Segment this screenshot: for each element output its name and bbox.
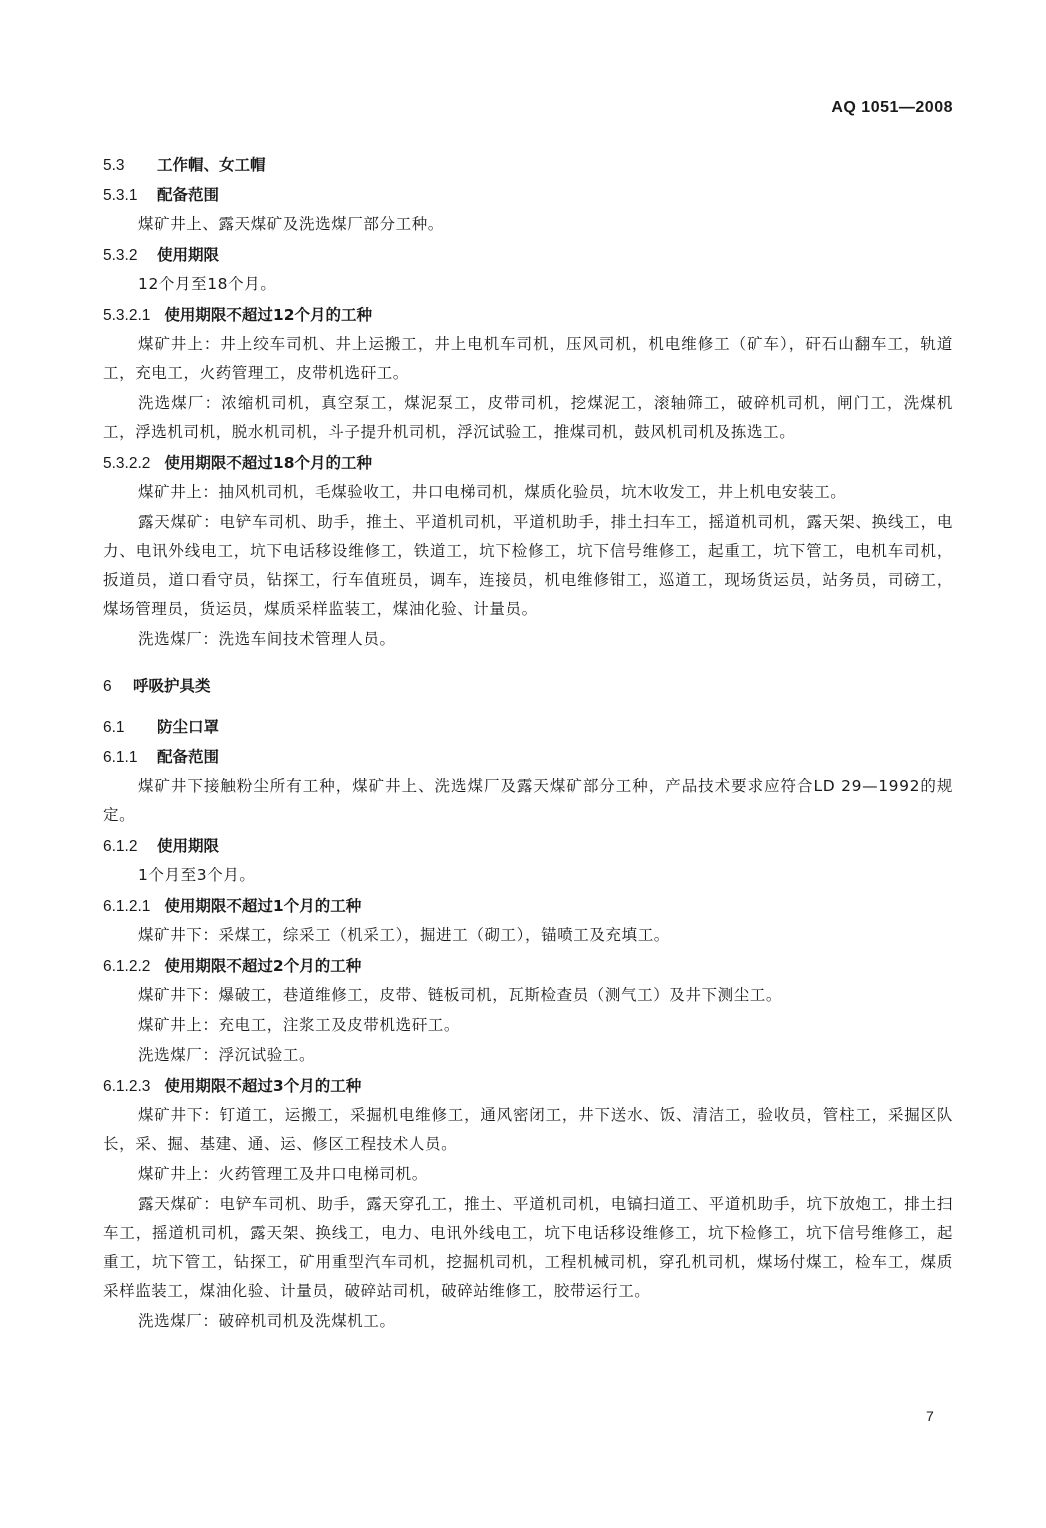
section-number: 6.1.2.2 [103,958,151,975]
paragraph: 煤矿井下：爆破工，巷道维修工，皮带、链板司机，瓦斯检查员（测气工）及井下测尘工。 [138,986,783,1004]
paragraph: 煤矿井上：充电工，注浆工及皮带机选矸工。 [138,1016,461,1034]
section-number: 6.1.2 [103,838,138,855]
paragraph: 1个月至3个月。 [138,866,256,884]
section-title: 使用期限不超过2个月的工种 [164,957,362,975]
paragraph: 露天煤矿：电铲车司机、助手，推土、平道机司机，平道机助手，排土扫车工，摇道机司机，露天架、换线工，电力、电讯外线电工，坑下电话移设维修工，铁道工，坑下检修工，坑下信号维修工，起重工，坑下管工，电机车司机，扳道员，道口看守员，钻探工，行车值班员，调车，连接员，机电维修钳工，巡道工，现场货运员，站务员，司磅工，煤场管理员，货运员，煤质采样监装工，煤油化验、计量员。 [103,513,953,618]
section-heading [103,831,953,861]
section-heading [103,742,953,772]
section-number: 5.3.2 [103,247,138,264]
section-heading [103,240,953,270]
paragraph: 煤矿井下：钉道工，运搬工，采掘机电维修工，通风密闭工，井下送水、饭、清洁工，验收员，管柱工，采掘区队长，采、掘、基建、通、运、修区工程技术人员。 [103,1106,953,1153]
section-number: 6.1.2.1 [103,898,151,915]
paragraph: 洗选煤厂：洗选车间技术管理人员。 [138,630,396,648]
paragraph: 煤矿井上：井上绞车司机、井上运搬工，井上电机车司机，压风司机，机电维修工（矿车），矸石山翻车工，轨道工，充电工，火药管理工，皮带机选矸工。 [103,335,953,382]
paragraph: 煤矿井下接触粉尘所有工种，煤矿井上、洗选煤厂及露天煤矿部分工种，产品技术要求应符合LD 29—1992的规定。 [103,777,953,824]
section-title: 使用期限 [157,837,220,855]
section-title: 使用期限不超过12个月的工种 [164,306,372,324]
section-title: 配备范围 [157,186,220,204]
section-heading [103,1071,953,1101]
section-heading [103,448,953,478]
section-number: 5.3.2.2 [103,455,151,472]
section-number: 5.3 [103,157,125,174]
section-heading [103,150,953,180]
paragraph: 12个月至18个月。 [138,275,277,293]
paragraph: 煤矿井上、露天煤矿及洗选煤厂部分工种。 [138,215,444,233]
paragraph: 煤矿井上：抽风机司机，毛煤验收工，井口电梯司机，煤质化验员，坑木收发工，井上机电安装工。 [138,483,847,501]
paragraph: 洗选煤厂：浮沉试验工。 [138,1046,316,1064]
section-title: 防尘口罩 [157,718,220,736]
section-number: 6 [103,678,112,695]
section-number: 6.1.1 [103,749,138,766]
section-number: 6.1.2.3 [103,1078,151,1095]
paragraph: 洗选煤厂：破碎机司机及洗煤机工。 [138,1312,396,1330]
page-number: 7 [926,1408,934,1424]
paragraph: 煤矿井下：采煤工，综采工（机采工），掘进工（砌工），锚喷工及充填工。 [138,926,670,944]
section-title: 使用期限不超过3个月的工种 [164,1077,362,1095]
section-number: 5.3.1 [103,187,138,204]
section-heading [103,951,953,981]
section-title: 配备范围 [157,748,220,766]
paragraph: 煤矿井上：火药管理工及井口电梯司机。 [138,1165,428,1183]
section-heading [103,712,953,742]
document-code: AQ 1051—2008 [831,99,953,116]
paragraph: 洗选煤厂：浓缩机司机，真空泵工，煤泥泵工，皮带司机，挖煤泥工，滚轴筛工，破碎机司机，闸门工，洗煤机工，浮选机司机，脱水机司机，斗子提升机司机，浮沉试验工，推煤司机，鼓风机司机及拣选工。 [103,394,953,441]
section-heading [103,300,953,330]
section-title: 使用期限 [157,246,220,264]
section-number: 6.1 [103,719,125,736]
section-title: 呼吸护具类 [133,677,211,695]
section-title: 使用期限不超过18个月的工种 [164,454,372,472]
section-heading [103,891,953,921]
section-heading [103,666,953,706]
section-title: 工作帽、女工帽 [157,156,266,174]
section-title: 使用期限不超过1个月的工种 [164,897,362,915]
section-number: 5.3.2.1 [103,307,151,324]
section-heading [103,180,953,210]
document-body [103,150,953,1337]
paragraph: 露天煤矿：电铲车司机、助手，露天穿孔工，推土、平道机司机，电镐扫道工、平道机助手，坑下放炮工，排土扫车工，摇道机司机，露天架、换线工，电力、电讯外线电工，坑下电话移设维修工，坑下检修工，坑下信号维修工，起重工，坑下管工，钻探工，矿用重型汽车司机，挖掘机司机，工程机械司机，穿孔机司机，煤场付煤工，检车工，煤质采样监装工，煤油化验、计量员，破碎站司机，破碎站维修工，胶带运行工。 [103,1195,953,1300]
